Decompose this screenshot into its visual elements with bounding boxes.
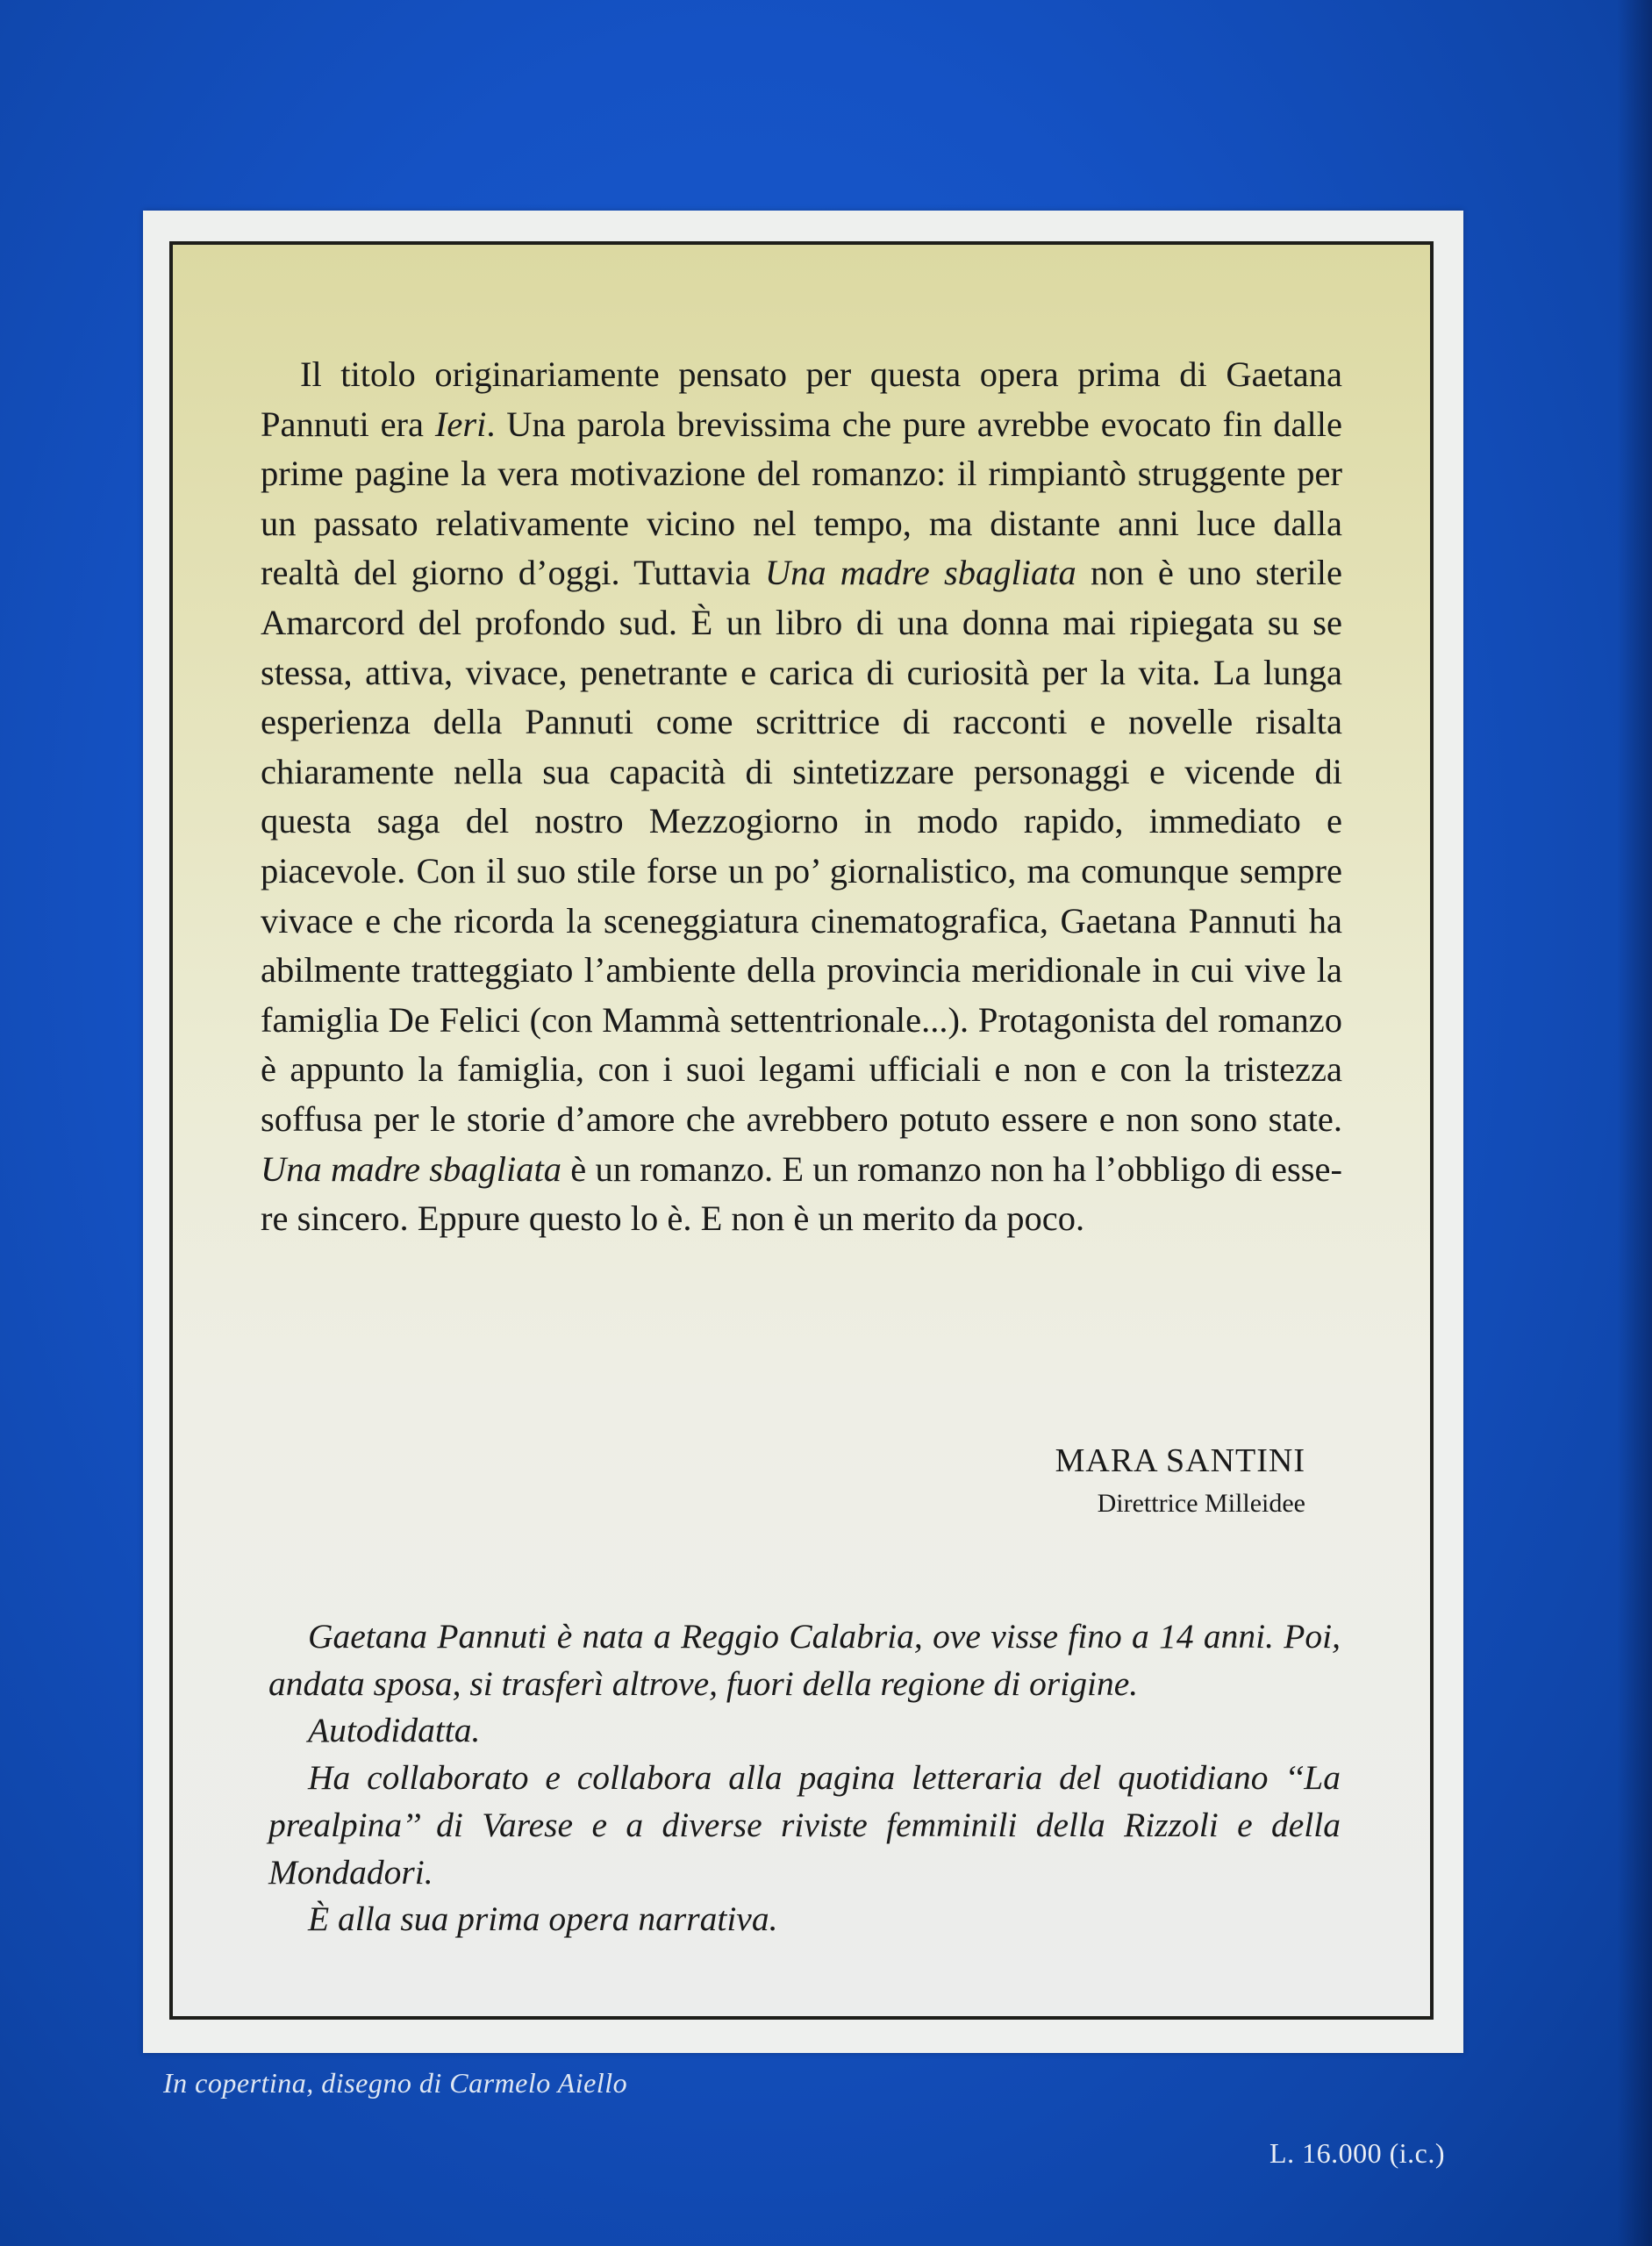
review-segment: Il titolo originariamente pensato per questa opera prima di Gaetana Pannuti era <box>261 354 1342 444</box>
bio-paragraph: Ha collaborato e collabora alla pagina letteraria del quotidiano ‘‘La prealpina’’ di Varese e a diverse riviste femminili della Rizzoli e della Mondadori. <box>268 1758 1341 1892</box>
bio-paragraph: È alla sua prima opera narrativa. <box>308 1899 778 1939</box>
spine-shadow <box>1617 0 1652 2246</box>
text-frame <box>169 241 1434 2020</box>
signature-name: MARA SANTINI <box>1055 1442 1305 1479</box>
author-bio <box>268 1613 1341 1943</box>
review-segment: non è uno sterile Amarcord del profondo sud. È un libro di una donna mai ripiegata su se stessa, attiva, vivace, penetrante e carica di curiosità per la vita. La lunga esperienza della Pannuti come scrittrice di racconti e novelle risalta chiaramente nella sua capacità di sintetizzare personaggi e vicende di questa saga del nostro Mezzogiorno in modo rapido, immediato e piacevole. Con il suo stile forse un po’ giornalistico, ma comunque sempre vivace e che ricorda la sceneggiatura cinematografica, Gaetana Pannuti ha abilmente tratteggiato l’ambiente della provincia meridionale in cui vive la famiglia De Felici (con Mammà settentrionale...). Protagonista del romanzo è appunto la famiglia, con i suoi legami ufficiali e non e con la tristezza soffusa per le storie d’amore che avrebbero potuto essere e non sono state. <box>261 553 1343 1139</box>
text-panel <box>143 211 1463 2053</box>
review-segment: è un romanzo. E un romanzo non ha l’obbligo di essere sincero. Eppure questo lo è. E non è un merito da poco. <box>261 1148 1342 1239</box>
price-label: L. 16.000 (i.c.) <box>1269 2137 1445 2169</box>
bio-paragraph: Gaetana Pannuti è nata a Reggio Calabria, ove visse fino a 14 anni. Poi, andata sposa, si trasferì altrove, fuori della regione di origine. <box>268 1617 1341 1703</box>
cover-credit: In copertina, disegno di Carmelo Aiello <box>163 2067 628 2099</box>
bio-paragraph: Autodidatta. <box>308 1711 481 1750</box>
review-segment: . Una parola brevissima che pure avrebbe evocato fin dalle prime pagine la vera motivazione del romanzo: il rimpiantò struggente per un passato relativamente vicino nel tempo, ma distante anni luce dalla realtà del giorno d’oggi. Tuttavia <box>261 404 1342 593</box>
review-segment-italic: Una madre sbagliata <box>764 553 1076 593</box>
review-text <box>261 350 1342 1244</box>
review-segment-italic: Una madre sbagliata <box>261 1148 562 1189</box>
review-segment-italic: Ieri <box>434 404 487 444</box>
signature <box>1055 1440 1305 1526</box>
signature-role: Direttrice Milleidee <box>1097 1489 1305 1518</box>
